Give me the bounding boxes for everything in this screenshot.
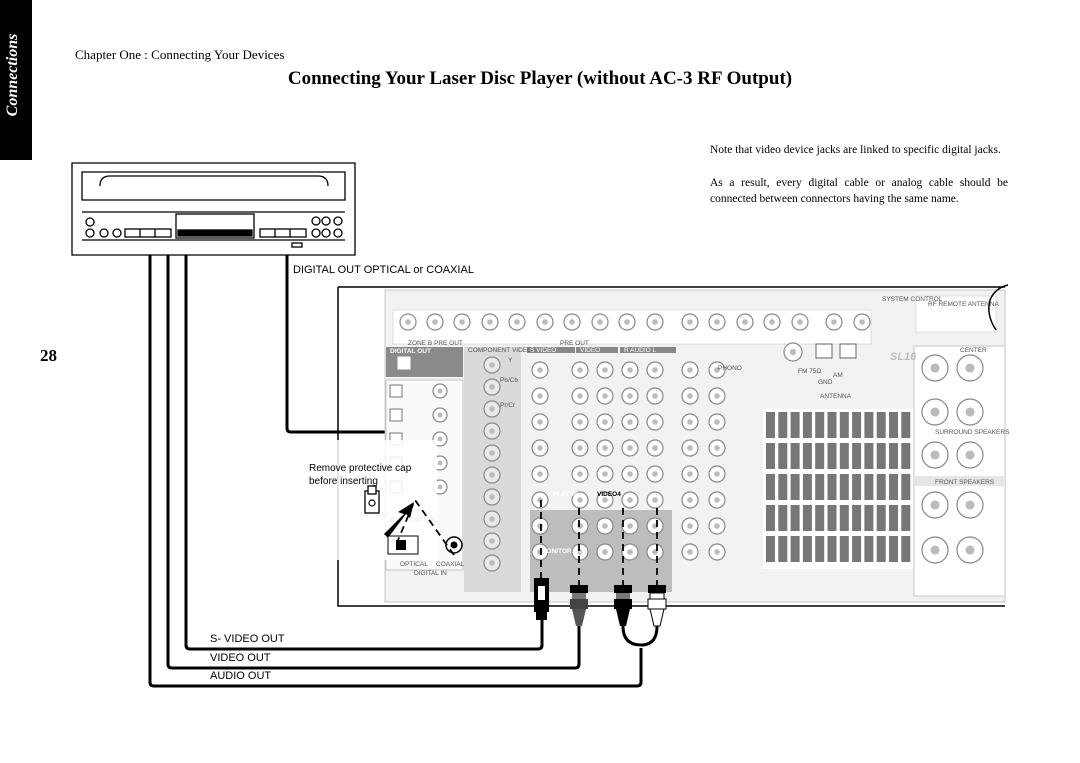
heat-sink-fin [840, 505, 849, 531]
jack-center-icon [652, 445, 658, 451]
jack-center-icon [459, 319, 465, 325]
jack-center-icon [687, 497, 693, 503]
label-monitor-out: MONITOR OUT [541, 548, 588, 555]
label-surround: SURROUND SPEAKERS [935, 429, 1010, 436]
jack-center-icon [652, 471, 658, 477]
jack-center-icon [714, 497, 720, 503]
heat-sink-fin [864, 536, 873, 562]
jack-center-icon [602, 549, 608, 555]
heat-sink-fin [840, 443, 849, 469]
heat-sink-fin [877, 443, 886, 469]
heat-sink-fin [852, 536, 861, 562]
jack-center-icon [687, 367, 693, 373]
jack-center-icon [438, 413, 443, 418]
heat-sink-fin [815, 443, 824, 469]
audio-plug-right [614, 585, 632, 626]
jack-center-icon [577, 471, 583, 477]
heat-sink-fin [766, 412, 775, 438]
heat-sink-fin [828, 505, 837, 531]
jack-center-icon [489, 560, 495, 566]
label-model: SL16 [890, 351, 917, 363]
remove-cap-label [309, 462, 411, 488]
jack-center-icon [489, 516, 495, 522]
optical-port-icon [390, 409, 402, 421]
jack-center-icon [487, 319, 493, 325]
jack-center-icon [438, 485, 443, 490]
heat-sink-fin [828, 536, 837, 562]
heat-sink-fin [889, 505, 898, 531]
jack-center-icon [489, 406, 495, 412]
note-paragraph-1: Note that video device jacks are linked to specific digital jacks. [710, 144, 1001, 156]
heat-sink-fin [815, 536, 824, 562]
jack-center-icon [930, 450, 939, 459]
jack-center-icon [489, 384, 495, 390]
jack-center-icon [687, 549, 693, 555]
label-video: VIDEO [580, 347, 601, 354]
jack-center-icon [687, 319, 693, 325]
heat-sink-fin [828, 412, 837, 438]
jack-center-icon [714, 523, 720, 529]
jack-center-icon [489, 538, 495, 544]
heat-sink-fin [778, 536, 787, 562]
heat-sink-fin [901, 443, 910, 469]
heat-sink-fin [815, 474, 824, 500]
jack-center-icon [790, 349, 796, 355]
jack-center-icon [797, 319, 803, 325]
jack-center-icon [577, 523, 583, 529]
jack-center-icon [627, 393, 633, 399]
jack-center-icon [687, 445, 693, 451]
video-plug [570, 585, 588, 626]
heat-sink-fin [901, 536, 910, 562]
side-tab-label: Connections [4, 33, 21, 117]
jack-center-icon [577, 419, 583, 425]
jack-center-icon [602, 419, 608, 425]
heat-sink-fin [791, 443, 800, 469]
jack-center-icon [489, 362, 495, 368]
heat-sink-fin [803, 474, 812, 500]
heat-sink-fin [791, 474, 800, 500]
heat-sink-fin [864, 443, 873, 469]
heat-sink-fin [803, 536, 812, 562]
jack-center-icon [965, 407, 974, 416]
label-phono: PHONO [718, 365, 742, 372]
jack-center-icon [965, 450, 974, 459]
jack-center-icon [624, 319, 630, 325]
page-title: Connecting Your Laser Disc Player (without AC-3 RF Output) [287, 68, 793, 89]
svideo-out-label: S- VIDEO OUT [210, 633, 285, 645]
heat-sink-fin [901, 505, 910, 531]
heat-sink-fin [766, 536, 775, 562]
jack-center-icon [602, 523, 608, 529]
audio-plug-left [648, 585, 666, 626]
jack-center-icon [652, 367, 658, 373]
label-pre-out: PRE OUT [560, 340, 589, 347]
jack-center-icon [602, 471, 608, 477]
label-y: Y [508, 357, 513, 364]
video-out-label: VIDEO OUT [210, 652, 271, 664]
jack-center-icon [577, 445, 583, 451]
label-am: AM [833, 372, 843, 379]
heat-sink-fin [840, 412, 849, 438]
jack-center-icon [687, 471, 693, 477]
jack-center-icon [438, 389, 443, 394]
jack-center-icon [965, 545, 974, 554]
heat-sink-fin [778, 505, 787, 531]
jack-center-icon [602, 393, 608, 399]
jack-center-icon [602, 445, 608, 451]
jack-center-icon [714, 471, 720, 477]
remove-cap-line-2: before inserting [309, 476, 378, 487]
label-component-video: COMPONENT VIDEO [468, 347, 533, 354]
jack-center-icon [769, 319, 775, 325]
jack-center-icon [438, 461, 443, 466]
jack-center-icon [714, 419, 720, 425]
heat-sink-fin [840, 474, 849, 500]
heat-sink-fin [877, 536, 886, 562]
jack-center-icon [652, 419, 658, 425]
jack-center-icon [432, 319, 438, 325]
label-fm: FM 75Ω [798, 368, 822, 375]
jack-center-icon [537, 393, 543, 399]
label-center: CENTER [960, 347, 987, 354]
jack-center-icon [714, 549, 720, 555]
jack-center-icon [652, 319, 658, 325]
label-antenna: ANTENNA [820, 393, 852, 400]
jack-center-icon [687, 419, 693, 425]
heat-sink-fin [889, 536, 898, 562]
heat-sink-fin [778, 443, 787, 469]
jack-center-icon [652, 393, 658, 399]
page-number: 28 [40, 346, 57, 365]
jack-center-icon [742, 319, 748, 325]
jack-center-icon [714, 319, 720, 325]
remove-cap-line-1: Remove protective cap [309, 463, 412, 474]
laser-disc-player [72, 163, 355, 255]
label-pr: Pr/Cr [500, 402, 516, 409]
heat-sink-fin [766, 443, 775, 469]
jack-center-icon [965, 363, 974, 372]
jack-center-icon [489, 494, 495, 500]
jack-center-icon [627, 445, 633, 451]
jack-center-icon [577, 367, 583, 373]
note-paragraph-2: As a result, every digital cable or analog cable should be connected between connectors having the same name. [710, 177, 1008, 205]
heat-sink-fin [852, 505, 861, 531]
label-s-video: S VIDEO [530, 347, 557, 354]
jack-center-icon [627, 497, 633, 503]
heat-sink-fin [778, 412, 787, 438]
jack-center-icon [965, 500, 974, 509]
heat-sink-fin [889, 474, 898, 500]
heat-sink-fin [877, 412, 886, 438]
jack-center-icon [405, 319, 411, 325]
heat-sink-fin [864, 474, 873, 500]
jack-center-icon [859, 319, 865, 325]
jack-center-icon [537, 497, 543, 503]
heat-sink-fin [864, 412, 873, 438]
jack-center-icon [577, 497, 583, 503]
digital-out-port-icon [398, 357, 410, 369]
heat-sink-fin [889, 443, 898, 469]
jack-center-icon [714, 393, 720, 399]
jack-center-icon [627, 419, 633, 425]
label-system-control: SYSTEM CONTROL [882, 296, 943, 303]
jack-center-icon [569, 319, 575, 325]
label-gnd: GND [818, 379, 833, 386]
jack-center-icon [627, 523, 633, 529]
jack-center-icon [714, 445, 720, 451]
label-rf-remote: RF REMOTE ANTENNA [928, 301, 999, 308]
label-digital-in: DIGITAL IN [414, 570, 447, 577]
heat-sink-fin [864, 505, 873, 531]
jack-center-icon [489, 428, 495, 434]
heat-sink-fin [778, 474, 787, 500]
jack-center-icon [930, 545, 939, 554]
heat-sink-fin [852, 443, 861, 469]
jack-center-icon [537, 471, 543, 477]
heat-sink-fin [791, 412, 800, 438]
heat-sink-fin [803, 443, 812, 469]
jack-center-icon [687, 523, 693, 529]
heat-sink-fin [766, 474, 775, 500]
heat-sink-fin [791, 536, 800, 562]
label-video4: VIDEO4 [597, 491, 621, 498]
heat-sink-fin [889, 412, 898, 438]
heat-sink-fin [803, 505, 812, 531]
jack-center-icon [652, 497, 658, 503]
jack-center-icon [489, 472, 495, 478]
jack-center-icon [627, 471, 633, 477]
heat-sink-fin [877, 474, 886, 500]
optical-port-icon [390, 385, 402, 397]
jack-center-icon [577, 393, 583, 399]
jack-center-icon [687, 393, 693, 399]
heat-sink-fin [803, 412, 812, 438]
label-pb: Pb/Cb [500, 377, 519, 384]
jack-center-icon [602, 367, 608, 373]
chapter-header: Chapter One : Connecting Your Devices [75, 47, 285, 62]
audio-out-label: AUDIO OUT [210, 670, 272, 682]
jack-center-icon [930, 363, 939, 372]
heat-sink-fin [828, 443, 837, 469]
digital-out-label: DIGITAL OUT OPTICAL or COAXIAL [293, 264, 474, 276]
heat-sink-fin [815, 505, 824, 531]
heat-sink-fin [852, 474, 861, 500]
label-audio: R AUDIO L [624, 347, 657, 354]
heat-sink-fin [852, 412, 861, 438]
jack-center-icon [489, 450, 495, 456]
svideo-plug [534, 578, 549, 620]
jack-center-icon [542, 319, 548, 325]
label-optical: OPTICAL [400, 561, 428, 568]
jack-center-icon [438, 437, 443, 442]
heat-sink-fin [815, 412, 824, 438]
heat-sink-fin [901, 412, 910, 438]
jack-center-icon [597, 319, 603, 325]
jack-center-icon [514, 319, 520, 325]
jack-center-icon [602, 497, 608, 503]
heat-sink-fin [840, 536, 849, 562]
label-zone-b: ZONE B PRE OUT [408, 340, 463, 347]
jack-center-icon [831, 319, 837, 325]
label-play-in: PLAY IN [553, 491, 578, 498]
label-coaxial: COAXIAL [436, 561, 465, 568]
jack-center-icon [930, 500, 939, 509]
am-terminal-icon [840, 344, 856, 358]
am-terminal-icon [816, 344, 832, 358]
jack-center-icon [627, 549, 633, 555]
jack-center-icon [537, 523, 543, 529]
heat-sink-fin [766, 505, 775, 531]
label-digital-out: DIGITAL OUT [390, 348, 431, 355]
heat-sink-fin [877, 505, 886, 531]
jack-center-icon [537, 367, 543, 373]
label-front: FRONT SPEAKERS [935, 479, 995, 486]
jack-center-icon [627, 367, 633, 373]
heat-sink-fin [901, 474, 910, 500]
jack-center-icon [537, 445, 543, 451]
heat-sink-fin [828, 474, 837, 500]
jack-center-icon [930, 407, 939, 416]
heat-sink-fin [791, 505, 800, 531]
jack-center-icon [537, 419, 543, 425]
